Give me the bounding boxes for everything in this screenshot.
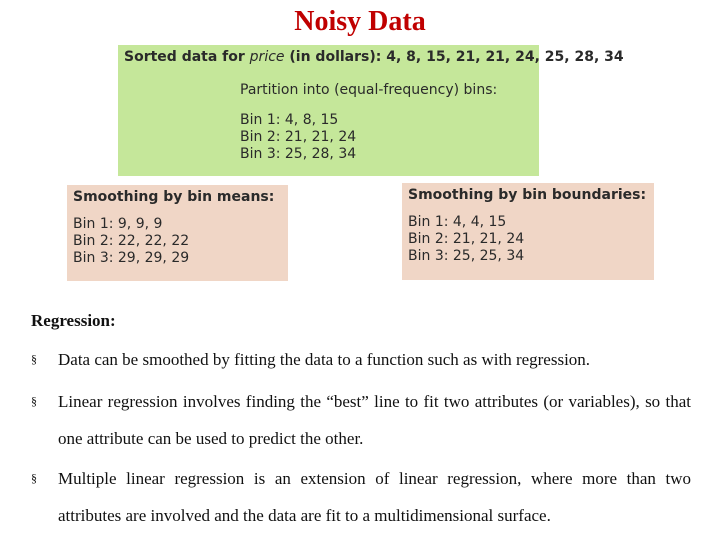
partition-label: Partition into (equal-frequency) bins: (240, 82, 498, 98)
bullet-text: Linear regression involves finding the “best” line to fit two attributes (or variables), so that one attribute can be used to predict the other. (58, 392, 691, 448)
page-title: Noisy Data (294, 6, 426, 37)
bin-boundaries-heading: Smoothing by bin boundaries: (408, 187, 647, 203)
sorted-data-values: (in dollars): 4, 8, 15, 21, 21, 24, 25, 28, 34 (284, 49, 624, 65)
bin-line: Bin 2: 21, 21, 24 (240, 129, 357, 145)
bin-line: Bin 2: 21, 21, 24 (408, 231, 525, 247)
bin-line: Bin 1: 4, 8, 15 (240, 112, 339, 128)
bin-line: Bin 1: 9, 9, 9 (73, 216, 163, 232)
bin-line: Bin 2: 22, 22, 22 (73, 233, 190, 249)
bullet-text: Data can be smoothed by fitting the data to a function such as with regression. (58, 350, 591, 369)
bin-line: Bin 3: 25, 28, 34 (240, 146, 357, 162)
bin-line: Bin 3: 25, 25, 34 (408, 248, 525, 264)
sorted-data-label-prefix: Sorted data for (124, 49, 250, 65)
list-item (31, 460, 691, 534)
bullet-icon: § (31, 394, 37, 408)
bullet-icon: § (31, 471, 37, 485)
sorted-data-label (124, 49, 624, 66)
bin-means-box (67, 185, 288, 281)
bin-line: Bin 1: 4, 4, 15 (408, 214, 507, 230)
list-item (31, 341, 691, 378)
bullet-text: Multiple linear regression is an extension of linear regression, where more than two attributes are involved and the data are fit to a multidimensional surface. (58, 469, 691, 525)
regression-heading: Regression: (31, 311, 116, 330)
price-word: price (249, 49, 285, 65)
sorted-data-box (118, 45, 624, 176)
bullet-icon: § (31, 352, 37, 366)
bin-means-heading: Smoothing by bin means: (73, 189, 275, 205)
list-item (31, 383, 691, 457)
bin-line: Bin 3: 29, 29, 29 (73, 250, 190, 266)
bin-boundaries-box (402, 183, 654, 280)
